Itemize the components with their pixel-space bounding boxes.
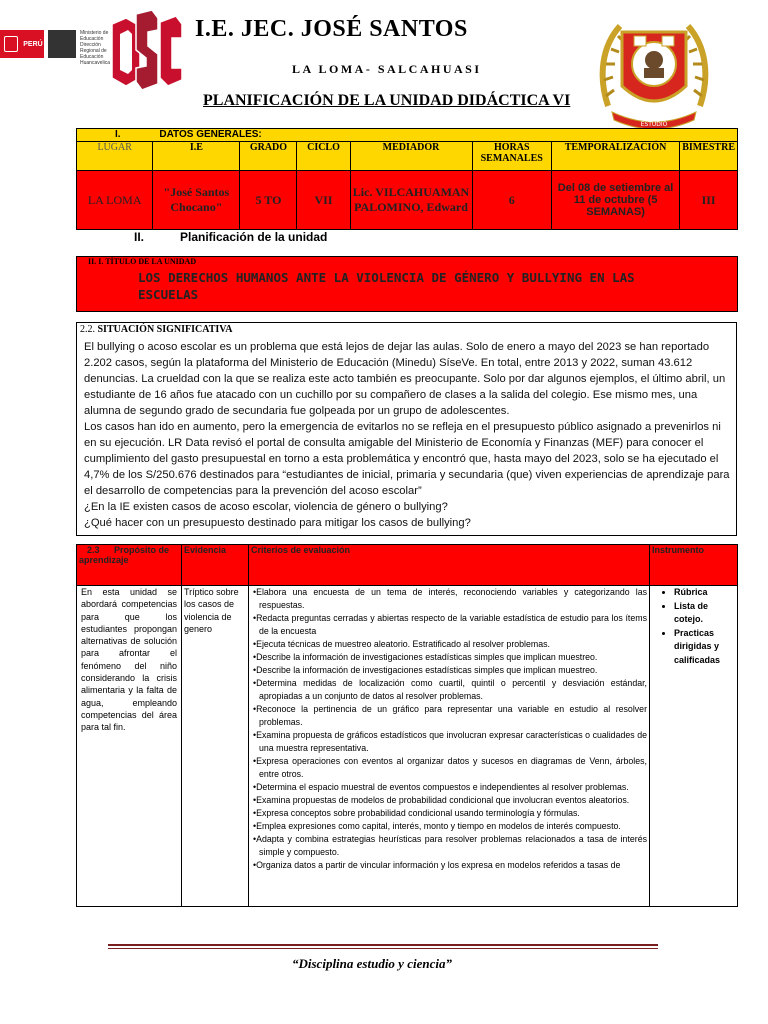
criterio-item: •Adapta y combina estrategias heurísticas para resolver problemas relacionados a tasa de interés simple y compuesto.	[253, 834, 647, 857]
criterio-item: •Expresa conceptos sobre probabilidad condicional usando terminología y fórmulas.	[253, 808, 580, 818]
criterio-item: •Redacta preguntas cerradas y abiertas respecto de la variable estadística de estudio para los ítems de la encuesta	[253, 613, 647, 636]
evidencia-text: Tríptico sobre los casos de violencia de genero	[184, 587, 239, 634]
header-lugar: LUGAR	[77, 142, 153, 171]
peru-shield-icon	[0, 30, 22, 58]
jsc-monogram-logo	[106, 8, 184, 92]
criterio-item: •Determina el espacio muestral de eventos compuestos e independientes al resolver problemas.	[253, 782, 629, 792]
criterio-item: •Determina medidas de localización como cuartil, quintil o percentil y desviación estándar, apropiadas a un conjunto de datos al resolver problemas.	[253, 678, 647, 701]
value-horas: 6	[472, 171, 551, 230]
instrumentos-list	[652, 586, 735, 667]
header-mediador: MEDIADOR	[350, 142, 472, 171]
criterio-item: •Describe la información de investigaciones estadísticas simples que implican muestreo.	[253, 652, 598, 662]
proposito-table	[76, 544, 738, 907]
criterios-cell	[249, 586, 650, 907]
situacion-body	[84, 339, 732, 531]
datos-generales-table	[76, 128, 738, 230]
criterio-item: •Examina propuestas de modelos de probabilidad condicional que involucran eventos aleatorios.	[253, 795, 630, 805]
value-grado: 5 TO	[240, 171, 297, 230]
criterio-item: •Elabora una encuesta de un tema de interés, reconociendo variables y categorizando las respuestas.	[253, 587, 647, 610]
header-temporalizacion: TEMPORALIZACIÓN	[551, 142, 679, 171]
header-ie: I.E	[153, 142, 240, 171]
criterios-list	[251, 586, 647, 872]
header-ciclo: CICLO	[297, 142, 350, 171]
value-mediador: Lic. VILCAHUAMAN PALOMINO, Edward	[350, 171, 472, 230]
value-ciclo: VII	[297, 171, 350, 230]
section-ii-number: II.	[134, 230, 145, 244]
footer-rule	[108, 948, 658, 949]
header-criterios: Criterios de evaluación	[249, 545, 650, 586]
value-lugar: LA LOMA	[77, 171, 153, 230]
footer-motto: “Disciplina estudio y ciencia”	[292, 956, 452, 971]
school-location: LA LOMA- SALCAHUASI	[292, 62, 482, 76]
criterio-item: •Describe la información de investigaciones estadísticas simples que implican muestreo.	[253, 665, 598, 675]
value-temporalizacion: Del 08 de setiembre al 11 de octubre (5 SEMANAS)	[551, 171, 679, 230]
instrumento-cell	[650, 586, 738, 907]
evidencia-cell	[182, 586, 249, 907]
situacion-question: ¿Qué hacer con un presupuesto destinado para mitigar los casos de bullying?	[84, 517, 471, 529]
svg-text:ESTUDIO: ESTUDIO	[640, 121, 668, 128]
criterio-item: •Emplea expresiones como capital, interés, monto y tiempo en modelos de interés compuesto.	[253, 821, 621, 831]
instrumento-item: • Practicas dirigidas y calificadas	[674, 627, 735, 668]
competencias-cell	[77, 586, 182, 907]
value-bimestre: III	[680, 171, 738, 230]
situacion-paragraph: Los casos han ido en aumento, pero la emergencia de evitarlos no se refleja en el presupuesto público asignado a prevenirlos ni en su ejecución. LR Data revisó el portal de consulta amigable del Ministerio de Economía y Finanzas (MEF) para conocer el cumplimiento del gasto presupuestal en torno a esta problemática y encontró que, hasta mayo del 2023, solo se ha ejecutado el 4,7% de los S/250.676 destinados para “estudiantes de inicial, primaria y secundaria (que) viven experiencias de aprendizaje para el desarrollo de competencias para la prevención del acoso escolar”	[84, 421, 730, 497]
criterio-item: •Examina propuesta de gráficos estadísticos que involucran expresar características o cualidades de una muestra representativa.	[253, 730, 647, 753]
criterio-item: •Reconoce la pertinencia de un gráfico para representar una variable en estudio al resolver problemas.	[253, 704, 647, 727]
peru-label: PERÚ	[22, 30, 44, 58]
criterio-item: •Ejecuta técnicas de muestreo aleatorio. Estratificado al resolver problemas.	[253, 639, 550, 649]
header-bimestre: BIMESTRE	[680, 142, 738, 171]
instrumento-item: • Lista de cotejo.	[674, 600, 735, 627]
header-horas: HORAS SEMANALES	[472, 142, 551, 171]
school-crest-logo	[598, 16, 710, 132]
situacion-question: ¿En la IE existen casos de acoso escolar, violencia de género o bullying?	[84, 501, 448, 513]
titulo-unidad-text: LOS DERECHOS HUMANOS ANTE LA VIOLENCIA DE GÉNERO Y BULLYING EN LAS ESCUELAS	[138, 270, 635, 302]
header-grado: GRADO	[240, 142, 297, 171]
ministry-logo	[48, 30, 76, 58]
footer-rule	[108, 944, 658, 946]
instrumento-item: • Rúbrica	[674, 586, 735, 600]
competencias-text: En esta unidad se abordará competencias para que los estudiantes propongan alternativas de solución para afrontar el fenómeno del niño considerando la crisis alimentaria y la falta de agua, empleando competencias del área para tal fin.	[81, 587, 177, 733]
section-ii-heading: Planificación de la unidad	[180, 230, 328, 244]
header-proposito: 2.3 Propósito de aprendizaje	[77, 545, 182, 586]
titulo-unidad-label: II. I. TÍTULO DE LA UNIDAD	[88, 257, 197, 266]
header-instrumento: Instrumento	[650, 545, 738, 586]
school-title: I.E. JEC. JOSÉ SANTOS	[195, 16, 468, 42]
criterio-item: •Organiza datos a partir de vincular información y los expresa en modelos referidos a tasas de	[253, 860, 621, 870]
ministry-text: Ministerio de Educación Dirección Regional de Educación Huancavelica	[80, 30, 111, 66]
value-ie: "José Santos Chocano"	[153, 171, 240, 230]
unit-title: PLANIFICACIÓN DE LA UNIDAD DIDÁCTICA VI	[203, 92, 571, 109]
situacion-paragraph: El bullying o acoso escolar es un problema que está lejos de dejar las aulas. Solo de enero a mayo del 2023 se han reportado 2.202 casos, según la plataforma del Ministerio de Educación (Minedu) SíseVe. En total, entre 2013 y 2022, suman 43.612 denuncias. La crueldad con la que se realiza este acto también es preocupante. Solo por dar algunos ejemplos, el último abril, un estudiante de 16 años fue atacado con un cuchillo por su compañero de clases a la salida del colegio. Ese mismo mes, una alumna de segundo grado de secundaria fue golpeada por un grupo de adolescentes.	[84, 341, 726, 417]
datos-generales-heading: I. DATOS GENERALES:	[77, 129, 738, 142]
situacion-label: 2.2. SITUACIÓN SIGNIFICATIVA	[80, 324, 233, 335]
header-evidencia: Evidencia	[182, 545, 249, 586]
criterio-item: •Expresa operaciones con eventos al organizar datos y sucesos en diagramas de Venn, árboles, entre otros.	[253, 756, 647, 779]
